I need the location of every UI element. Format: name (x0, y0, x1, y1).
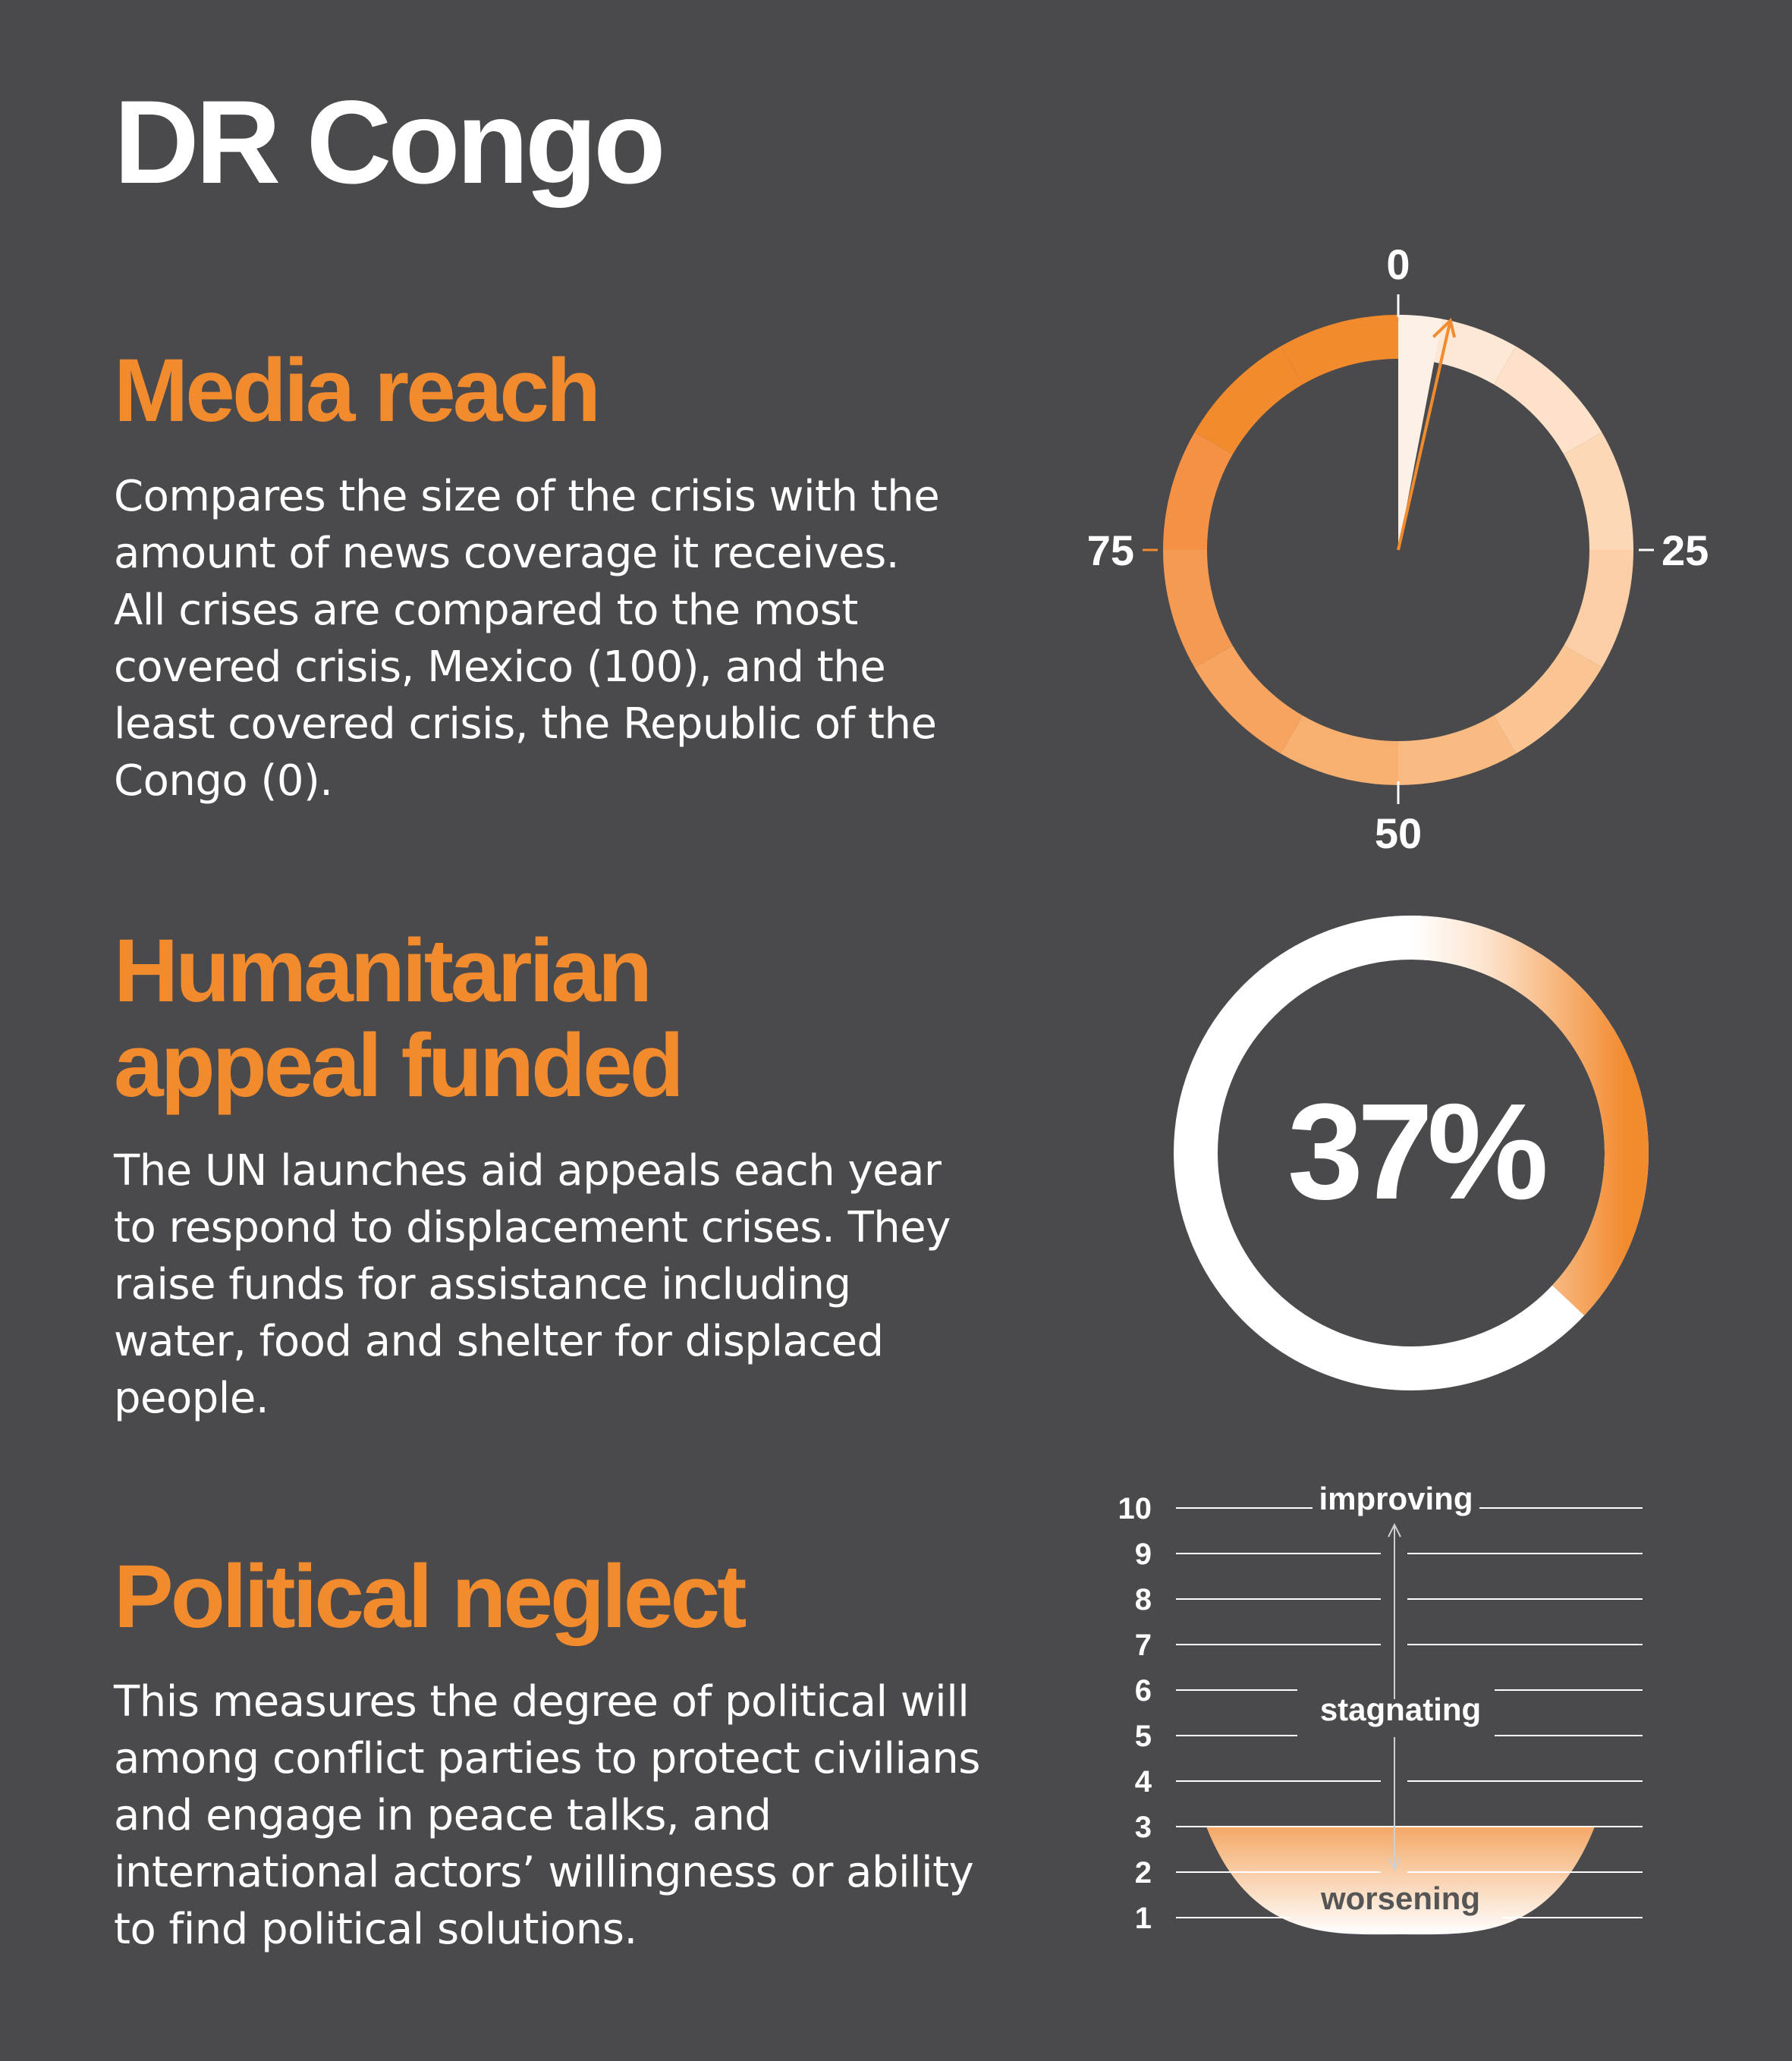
media-reach-heading: Media reach (114, 341, 599, 441)
page-title: DR Congo (114, 77, 662, 209)
gauge-segment (1398, 715, 1516, 785)
scale-label-worsening: worsening (1320, 1880, 1481, 1916)
scale-tick-label: 2 (1134, 1856, 1152, 1890)
appeal-heading-line1: Humanitarian (114, 921, 650, 1021)
gauge-segment (1195, 347, 1303, 454)
gauge-segment (1281, 315, 1398, 385)
scale-tick-label: 10 (1118, 1492, 1152, 1525)
political-heading: Political neglect (114, 1547, 744, 1647)
gauge-label-50: 50 (1374, 809, 1423, 857)
gauge-segment (1564, 432, 1633, 550)
scale-tick-label: 6 (1134, 1674, 1152, 1708)
scale-tick-label: 1 (1134, 1902, 1152, 1935)
media-reach-description: Compares the size of the crisis with the amount of news coverage it receives. All crises are compared to the most covered crisis, Mexico (100), and the least covered crisis, the Republic of the Congo (0). (114, 472, 940, 806)
scale-tick-label: 5 (1134, 1720, 1152, 1753)
gauge-segment (1564, 550, 1633, 668)
gauge-segment (1494, 646, 1602, 753)
scale-tick-label: 4 (1134, 1765, 1152, 1799)
political-scale (1108, 1464, 1715, 1949)
media-reach-gauge (1047, 228, 1745, 880)
scale-tick-label: 9 (1134, 1538, 1152, 1571)
gauge-segment (1281, 715, 1398, 785)
political-description: This measures the degree of political will among conflict parties to protect civilians and engage in peace talks, and international actors’ willingness or ability to find political solutions. (114, 1677, 980, 1954)
gauge-segment (1494, 347, 1602, 454)
appeal-heading-line2: appeal funded (114, 1016, 681, 1116)
scale-label-stagnating: stagnating (1319, 1692, 1482, 1727)
gauge-segment (1195, 646, 1303, 753)
scale-label-improving: improving (1319, 1481, 1473, 1516)
gauge-segment (1163, 432, 1233, 550)
scale-tick-label: 3 (1134, 1811, 1152, 1844)
gauge-label-75: 75 (1086, 526, 1134, 574)
scale-tick-label: 7 (1134, 1629, 1152, 1662)
gauge-segment (1163, 550, 1233, 668)
appeal-donut (1153, 895, 1669, 1411)
donut-value-label: 37% (1287, 1076, 1543, 1228)
appeal-description: The UN launches aid appeals each year to respond to displacement crises. They raise funds for assistance including water, food and shelter for displaced people. (114, 1146, 951, 1423)
gauge-label-0: 0 (1386, 240, 1410, 288)
gauge-label-25: 25 (1662, 526, 1709, 574)
scale-tick-label: 8 (1134, 1583, 1152, 1616)
